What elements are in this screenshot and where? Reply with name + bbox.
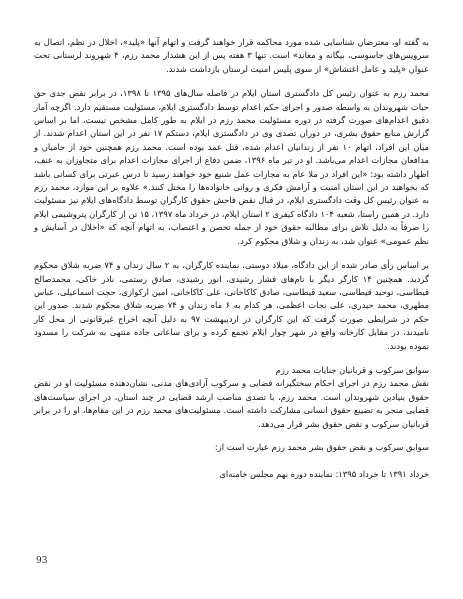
page-number: 93 <box>36 556 48 566</box>
paragraph-worker-sentences: بر اساس رأی صادر شده از این دادگاه، میلاد دوستی، نماینده کارگران، به ۲ سال زندان و ۷۴ ضربه شلاق محکوم گردید. همچنین ۱۴ کارگر دیگر با نام‌های فشار رشیدی، انور رشیدی، صادق رستمی، نادر خاکی، محمدصالح قیطاسی، توحید قیطاسی، سعید قیطاسی، صادق کاکاخانی، علی کاکاخانی، امین ارکوازی، حجت اسماعیلی، عباس مطهری، محمد حیدری، علی نجات اعظمی، هر کدام به ۶ ماه زندان و ۷۴ ضربه شلاق محکوم شدند. صدور این حکم در شرایطی صورت گرفت که این کارگران در اردیبهشت ۹۷ به دلیل آنچه اخراج غیرقانونی از محل کار نامیدند، در مقابل کارخانه واقع در شهر چوار ایلام تجمع کرده و برای ساعاتی جاده منتهی به شرکت را مسدود نموده بودند. <box>34 260 429 351</box>
section-heading: سوابق سرکوب و قربانیان جنایات محمد رزم <box>275 364 429 375</box>
paragraph-record-intro: سوابق سرکوب و نقض حقوق بشر محمد رزم عبارت است از: <box>214 441 429 452</box>
paragraph-arrest-warning: به گفته او، معترضان شناسایی شده مورد محاکمه قرار خواهند گرفت و اتهام آنها «پلید»، اخلال در نظم، اتصال به سرویس‌های جاسوسی، بیگانه و معاند» است. تنها ۳ هفته پس از این هشدار محمد رزم، ۴ شهروند لرستانی تحت عنوان «پلید و عامل اغتشاش» از سوی پلیس امنیت لرستان بازداشت شدند. <box>34 37 429 74</box>
document-page <box>34 36 429 496</box>
paragraph-responsibility: نقش محمد رزم در اجرای احکام سختگیرانه قضایی و سرکوب آزادی‌های مدنی، نشان‌دهنده مسئولیت او در نقض حقوق بنیادین شهروندان است. محمد رزم، با تصدی مناصب ارشد قضایی در چند استان، در اجرای سیاست‌های قضایی منجر به تضییع حقوق انسانی مشارکت داشته است. مسئولیت‌های محمد رزم در این مقام‌ها، او را در برابر قربانیان سرکوب و نقض حقوق بشر قرار می‌دهد. <box>34 378 429 429</box>
paragraph-record-item: خرداد ۱۳۹۱ تا خرداد ۱۳۹۵: نماینده دوره نهم مجلس خامنه‌ای <box>219 469 429 480</box>
paragraph-ilam-executions: محمد رزم به عنوان رئیس کل دادگستری استان ایلام در فاصله سال‌های ۱۳۹۵ تا ۱۳۹۸، در برابر نقض جدی حق حیات شهروندان به واسطه صدور و اجرای حکم اعدام توسط دادگستری ایلام، مسئولیت مستقیم دارد. اگرچه آمار دقیق اعدام‌های صورت گرفته در دوره مسئولیت محمد رزم در ایلام به طور کامل مشخص نیست، اما بر اساس گزارش منابع حقوق بشری، در دوران تصدی وی در دادگستری ایلام، دستکم ۱۷ نفر در این استان اعدام شدند. از میان این افراد، اتهام ۱۰ نفر از زندانیان اعدام شده، قتل عمد بوده است. محمد رزم همچنین خود از حامیان و مدافعان مجازات اعدام می‌باشد. او در تیر ماه ۱۳۹۶، ضمن دفاع از اجرای مجازات اعدام برای متجاوزان به عنف، اظهار داشته بود: «این افراد در ملا عام به مجازات عمل شنیع خود خواهند رسید تا درس عبرتی برای کسانی باشد که بخواهند در این استان امنیت و آرامش فکری و روانی خانواده‌ها را مختل کنند.» علاوه بر این موارد، محمد رزم به عنوان رئیس کل وقت دادگستری ایلام، در قبال نقض فاحش حقوق کارگران توسط دادگاه‌های ایلام نیز مسئولیت دارد. در همین راستا، شعبه ۱۰۴ دادگاه کیفری ۲ استان ایلام، در خرداد ماه ۱۳۹۷، ۱۵ تن از کارگران پتروشیمی ایلام را صرفاً به دلیل تلاش برای مطالبه حقوق خود از جمله تحصن و اعتصاب، به اتهام آنچه که «اخلال در آسایش و نظم عمومی» عنوان شد، به زندان و شلاق محکوم کرد. <box>34 88 430 246</box>
